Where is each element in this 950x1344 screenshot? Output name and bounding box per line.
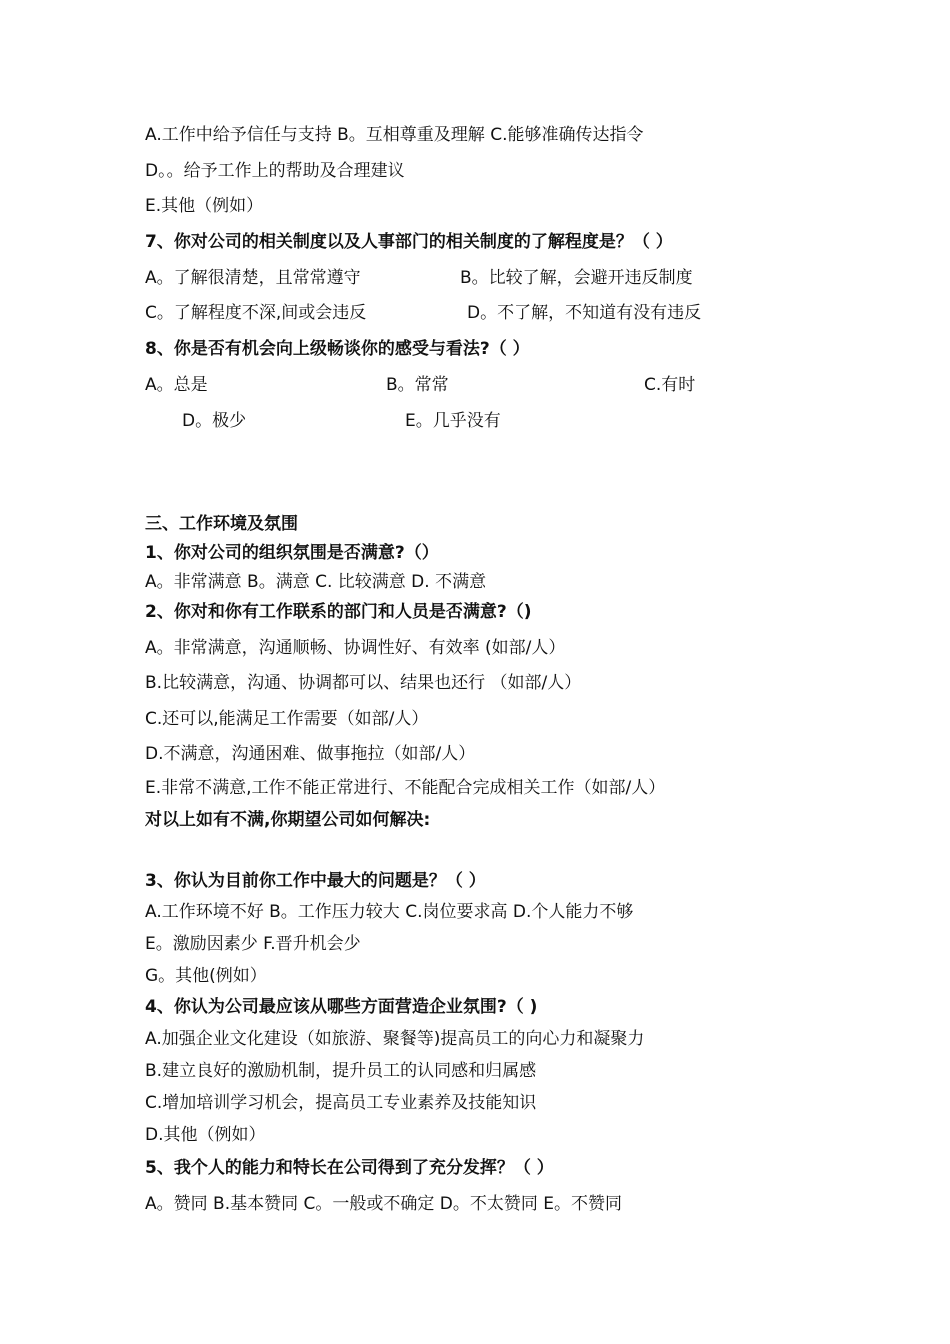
s3-q1-options: A。非常满意 B。满意 C. 比较满意 D. 不满意 (145, 572, 487, 592)
q6-options-line-3: E.其他（例如） (145, 196, 264, 216)
q6-options-line-1: A.工作中给予信任与支持 B。互相尊重及理解 C.能够准确传达指令 (145, 125, 644, 145)
q8-title: 8、你是否有机会向上级畅谈你的感受与看法?（ ） (145, 339, 530, 359)
s3-q3-options-line-3: G。其他(例如） (145, 966, 267, 986)
q8-option-c: C.有时 (644, 375, 696, 395)
s3-q3-options-line-1: A.工作环境不好 B。工作压力较大 C.岗位要求高 D.个人能力不够 (145, 902, 634, 922)
q8-option-d: D。极少 (182, 411, 247, 431)
s3-q2-option-d: D.不满意，沟通困难、做事拖拉（如部/人） (145, 744, 476, 764)
s3-q4-option-d: D.其他（例如） (145, 1125, 266, 1145)
s3-q5-options: A。赞同 B.基本赞同 C。一般或不确定 D。不太赞同 E。不赞同 (145, 1194, 623, 1214)
s3-q4-title: 4、你认为公司最应该从哪些方面营造企业氛围?（ ) (145, 997, 538, 1017)
s3-q3-options-line-2: E。激励因素少 F.晋升机会少 (145, 934, 361, 954)
q7-option-d: D。不了解，不知道有没有违反 (467, 303, 702, 323)
q7-option-b: B。比较了解，会避开违反制度 (460, 268, 693, 288)
s3-q2-option-b: B.比较满意，沟通、协调都可以、结果也还行 （如部/人） (145, 673, 582, 693)
s3-q5-title: 5、我个人的能力和特长在公司得到了充分发挥？（ ） (145, 1158, 554, 1178)
s3-q3-title: 3、你认为目前你工作中最大的问题是？（ ） (145, 871, 486, 891)
s3-q4-option-b: B.建立良好的激励机制，提升员工的认同感和归属感 (145, 1061, 537, 1081)
s3-q4-option-c: C.增加培训学习机会，提高员工专业素养及技能知识 (145, 1093, 537, 1113)
s3-q2-option-c: C.还可以,能满足工作需要（如部/人） (145, 709, 429, 729)
q8-option-a: A。总是 (145, 375, 208, 395)
s3-q2-option-e: E.非常不满意,工作不能正常进行、不能配合完成相关工作（如部/人） (145, 778, 666, 798)
s3-q2-title: 2、你对和你有工作联系的部门和人员是否满意?（) (145, 602, 532, 622)
s3-q4-option-a: A.加强企业文化建设（如旅游、聚餐等)提高员工的向心力和凝聚力 (145, 1029, 645, 1049)
s3-q2-option-a: A。非常满意，沟通顺畅、协调性好、有效率 (如部/人） (145, 638, 566, 658)
q7-title: 7、你对公司的相关制度以及人事部门的相关制度的了解程度是？（ ） (145, 232, 673, 252)
q7-option-a: A。了解很清楚，且常常遵守 (145, 268, 361, 288)
q7-option-c: C。了解程度不深,间或会违反 (145, 303, 367, 323)
s3-q1-title: 1、你对公司的组织氛围是否满意?（） (145, 543, 439, 563)
q6-options-line-2: D。。给予工作上的帮助及合理建议 (145, 161, 405, 181)
q8-option-e: E。几乎没有 (405, 411, 501, 431)
section-heading: 三、工作环境及氛围 (145, 514, 298, 534)
q8-option-b: B。常常 (386, 375, 449, 395)
s3-q2-followup: 对以上如有不满,你期望公司如何解决: (145, 810, 431, 830)
